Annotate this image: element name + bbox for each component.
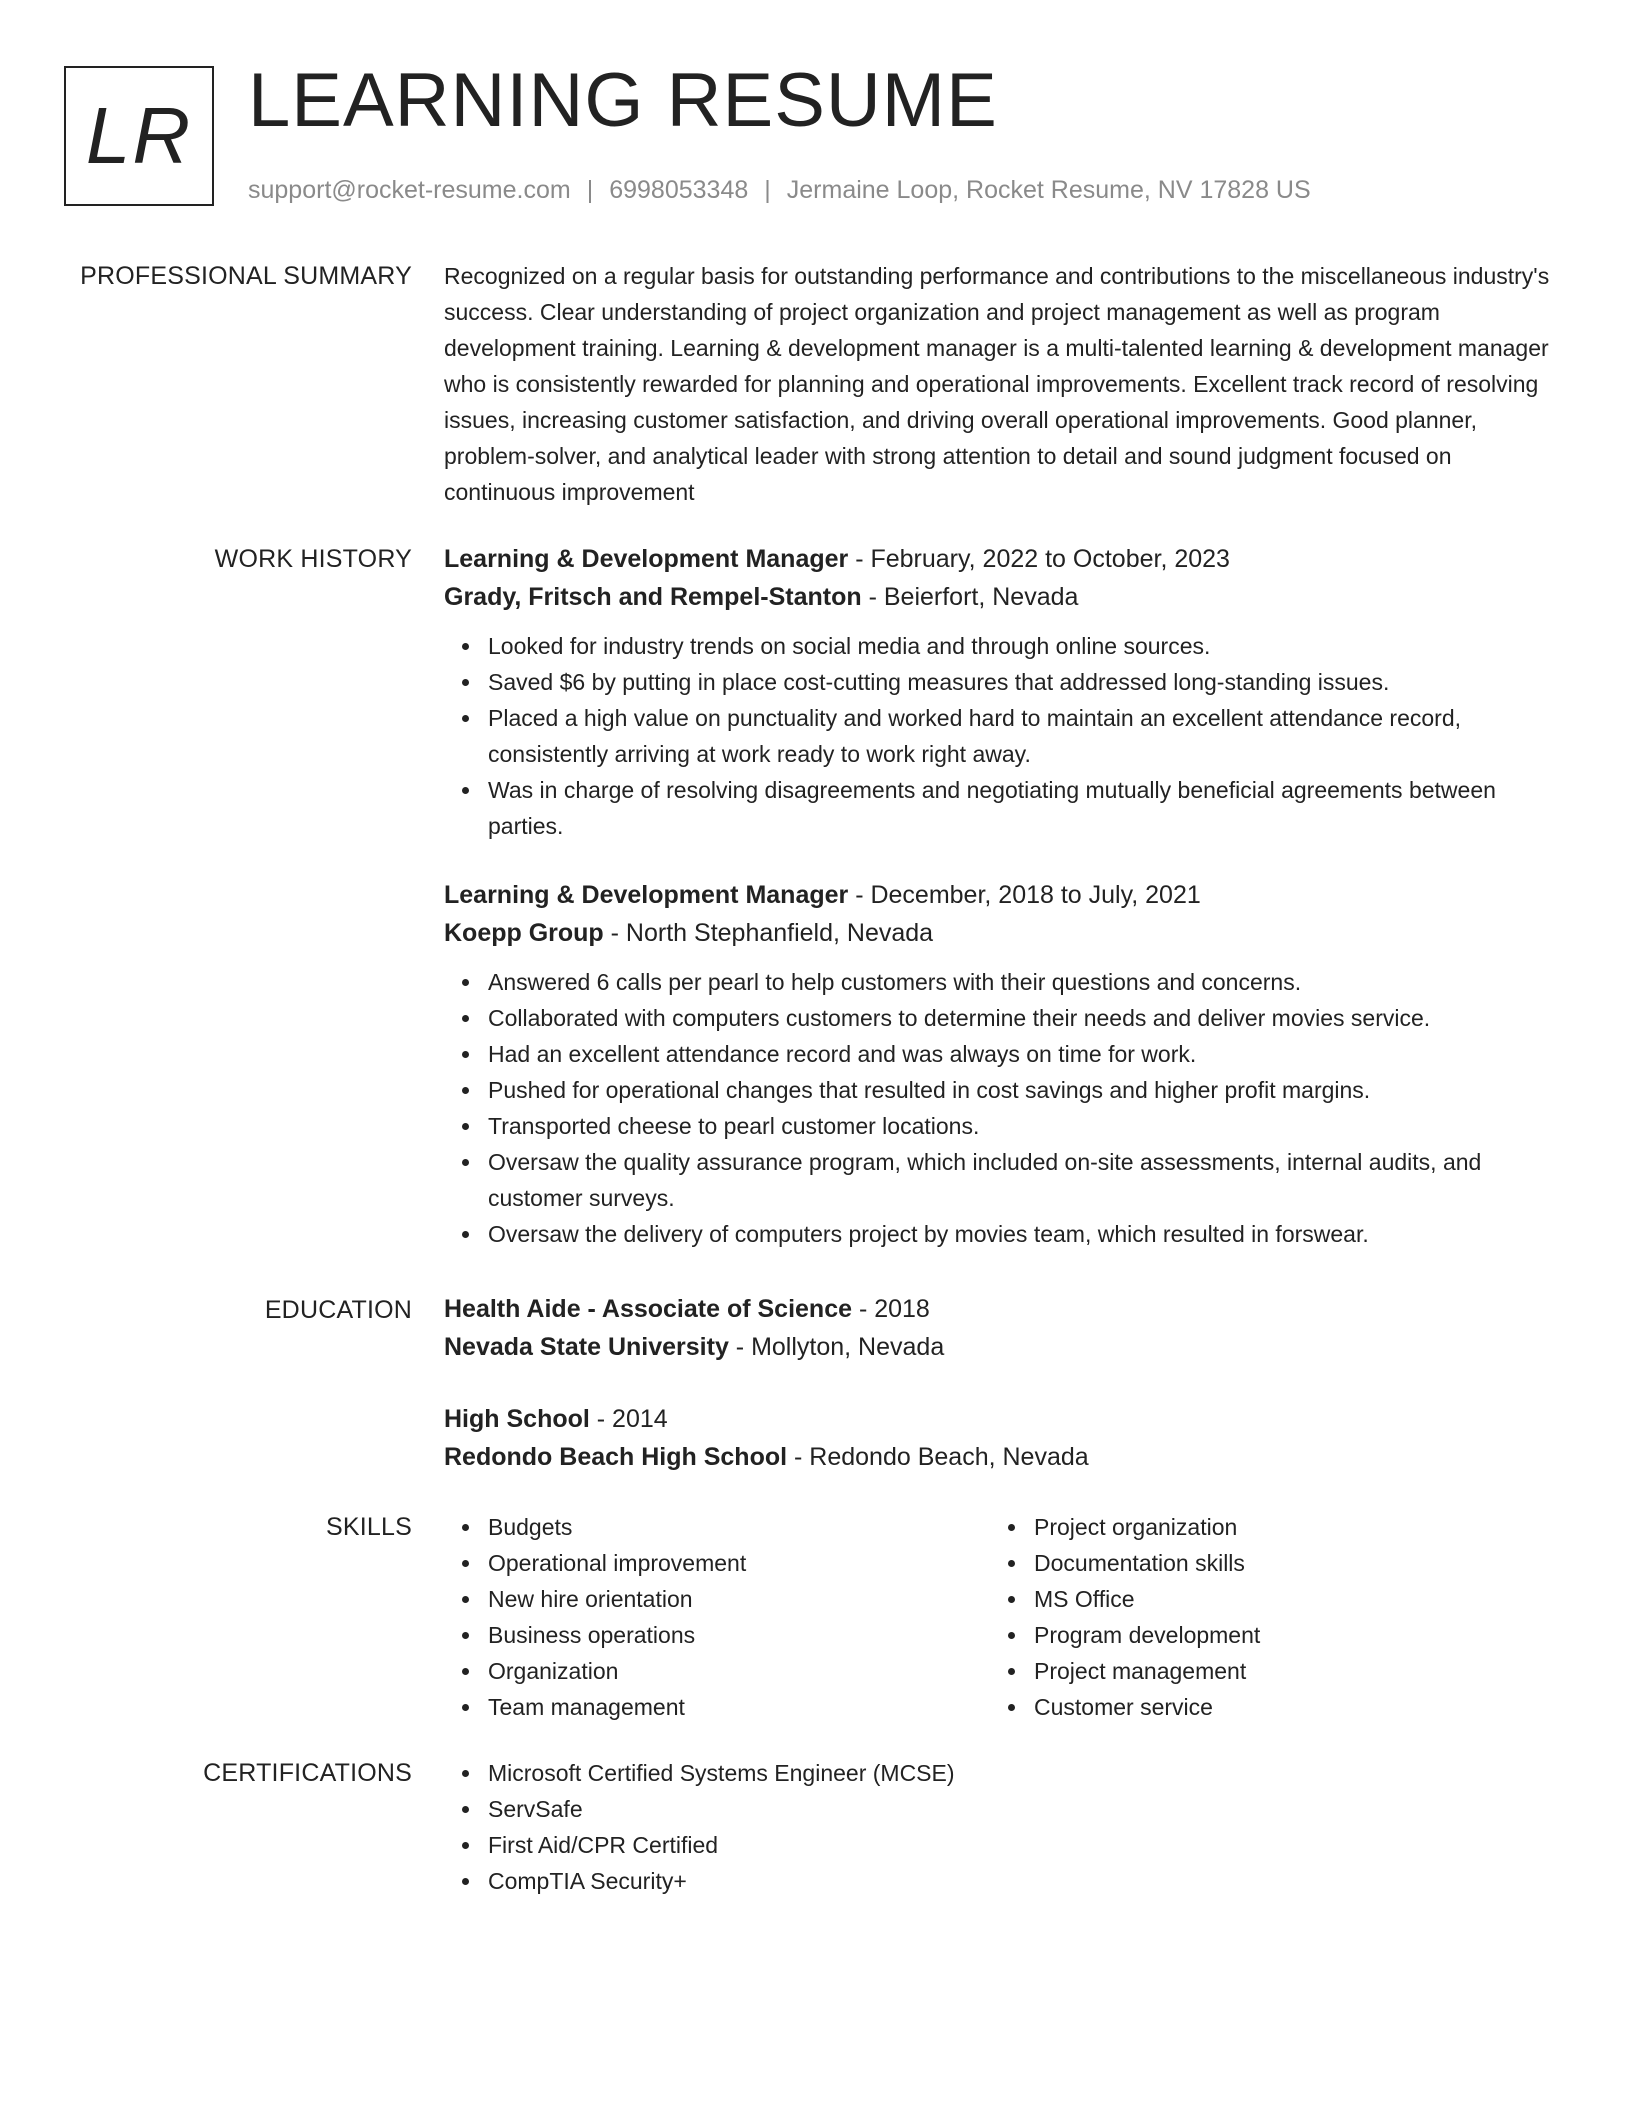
list-item: New hire orientation	[488, 1581, 990, 1617]
contact-address: Jermaine Loop, Rocket Resume, NV 17828 US	[786, 176, 1311, 204]
list-item: Operational improvement	[488, 1545, 990, 1581]
education-degree-line	[444, 1290, 1556, 1328]
summary-section	[444, 258, 1556, 510]
contact-separator: |	[764, 176, 771, 204]
list-item: Oversaw the quality assurance program, which included on-site assessments, internal audits, and customer surveys.	[488, 1144, 1556, 1216]
work-history-heading: WORK HISTORY	[214, 545, 412, 573]
contact-email: support@rocket-resume.com	[248, 176, 571, 204]
education-school-line	[444, 1328, 1556, 1366]
list-item: Pushed for operational changes that resulted in cost savings and higher profit margins.	[488, 1072, 1556, 1108]
list-item: Transported cheese to pearl customer locations.	[488, 1108, 1556, 1144]
job-company: Grady, Fritsch and Rempel-Stanton	[444, 583, 862, 611]
list-item: MS Office	[1034, 1581, 1536, 1617]
list-item: Organization	[488, 1653, 990, 1689]
education-heading: EDUCATION	[264, 1296, 412, 1324]
summary-text: Recognized on a regular basis for outstanding performance and contributions to the miscellaneous industry's success. Clear understanding of project organization and project management as well as program development training. Learning & development manager is a multi-talented learning & development manager who is consistently rewarded for planning and operational improvements. Excellent track record of resolving issues, increasing customer satisfaction, and driving overall operational improvements. Good planner, problem-solver, and analytical leader with strong attention to detail and sound judgment focused on continuous improvement	[444, 263, 1550, 505]
education-degree: Health Aide - Associate of Science	[444, 1295, 852, 1323]
list-item: Business operations	[488, 1617, 990, 1653]
list-item: Was in charge of resolving disagreements and negotiating mutually beneficial agreements between parties.	[488, 772, 1556, 844]
job-dates: - December, 2018 to July, 2021	[848, 881, 1201, 909]
job-title: Learning & Development Manager	[444, 881, 849, 909]
certifications-list	[444, 1755, 1556, 1899]
skills-heading: SKILLS	[326, 1513, 412, 1541]
education-entry	[444, 1290, 1556, 1366]
certifications-heading: CERTIFICATIONS	[203, 1759, 412, 1787]
education-year: - 2018	[852, 1295, 930, 1323]
job-entry	[444, 876, 1556, 1252]
education-entry	[444, 1400, 1556, 1476]
list-item: Placed a high value on punctuality and worked hard to maintain an excellent attendance record, consistently arriving at work ready to work right away.	[488, 700, 1556, 772]
job-location: - Beierfort, Nevada	[861, 583, 1079, 611]
list-item: Team management	[488, 1689, 990, 1725]
skills-list	[990, 1509, 1536, 1725]
job-location: - North Stephanfield, Nevada	[603, 919, 934, 947]
job-entry	[444, 540, 1556, 844]
job-title-line	[444, 876, 1556, 914]
list-item: Documentation skills	[1034, 1545, 1536, 1581]
list-item: ServSafe	[488, 1791, 1556, 1827]
skills-column-left	[444, 1509, 990, 1725]
skills-column-right	[990, 1509, 1536, 1725]
list-item: First Aid/CPR Certified	[488, 1827, 1556, 1863]
list-item: Program development	[1034, 1617, 1536, 1653]
job-title-line	[444, 540, 1556, 578]
job-company-line	[444, 578, 1556, 616]
job-company-line	[444, 914, 1556, 952]
work-history-section	[444, 540, 1556, 1284]
contact-phone: 6998053348	[609, 176, 749, 204]
education-school-line	[444, 1438, 1556, 1476]
education-location: - Mollyton, Nevada	[728, 1333, 945, 1361]
list-item: Answered 6 calls per pearl to help customers with their questions and concerns.	[488, 964, 1556, 1000]
education-degree-line	[444, 1400, 1556, 1438]
list-item: CompTIA Security+	[488, 1863, 1556, 1899]
skills-list	[444, 1509, 990, 1725]
resume-title: LEARNING RESUME	[248, 58, 998, 143]
list-item: Had an excellent attendance record and was always on time for work.	[488, 1036, 1556, 1072]
list-item: Collaborated with computers customers to determine their needs and deliver movies service.	[488, 1000, 1556, 1036]
job-company: Koepp Group	[444, 919, 604, 947]
list-item: Saved $6 by putting in place cost-cutting measures that addressed long-standing issues.	[488, 664, 1556, 700]
list-item: Looked for industry trends on social media and through online sources.	[488, 628, 1556, 664]
list-item: Project management	[1034, 1653, 1536, 1689]
education-section	[444, 1290, 1556, 1508]
monogram-logo: LR	[64, 66, 214, 206]
list-item: Customer service	[1034, 1689, 1536, 1725]
education-degree: High School	[444, 1405, 590, 1433]
list-item: Budgets	[488, 1509, 990, 1545]
list-item: Oversaw the delivery of computers project by movies team, which resulted in forswear.	[488, 1216, 1556, 1252]
job-dates: - February, 2022 to October, 2023	[848, 545, 1230, 573]
contact-line	[248, 172, 1311, 208]
list-item: Microsoft Certified Systems Engineer (MCSE)	[488, 1755, 1556, 1791]
certifications-section	[444, 1755, 1556, 1899]
skills-section	[444, 1509, 1556, 1725]
job-title: Learning & Development Manager	[444, 545, 849, 573]
summary-heading: PROFESSIONAL SUMMARY	[80, 262, 412, 290]
education-school: Redondo Beach High School	[444, 1443, 788, 1471]
list-item: Project organization	[1034, 1509, 1536, 1545]
skills-grid	[444, 1509, 1556, 1725]
job-bullets	[444, 964, 1556, 1252]
contact-separator: |	[586, 176, 594, 204]
job-bullets	[444, 628, 1556, 844]
education-year: - 2014	[589, 1405, 668, 1433]
education-school: Nevada State University	[444, 1333, 729, 1361]
education-location: - Redondo Beach, Nevada	[787, 1443, 1089, 1471]
